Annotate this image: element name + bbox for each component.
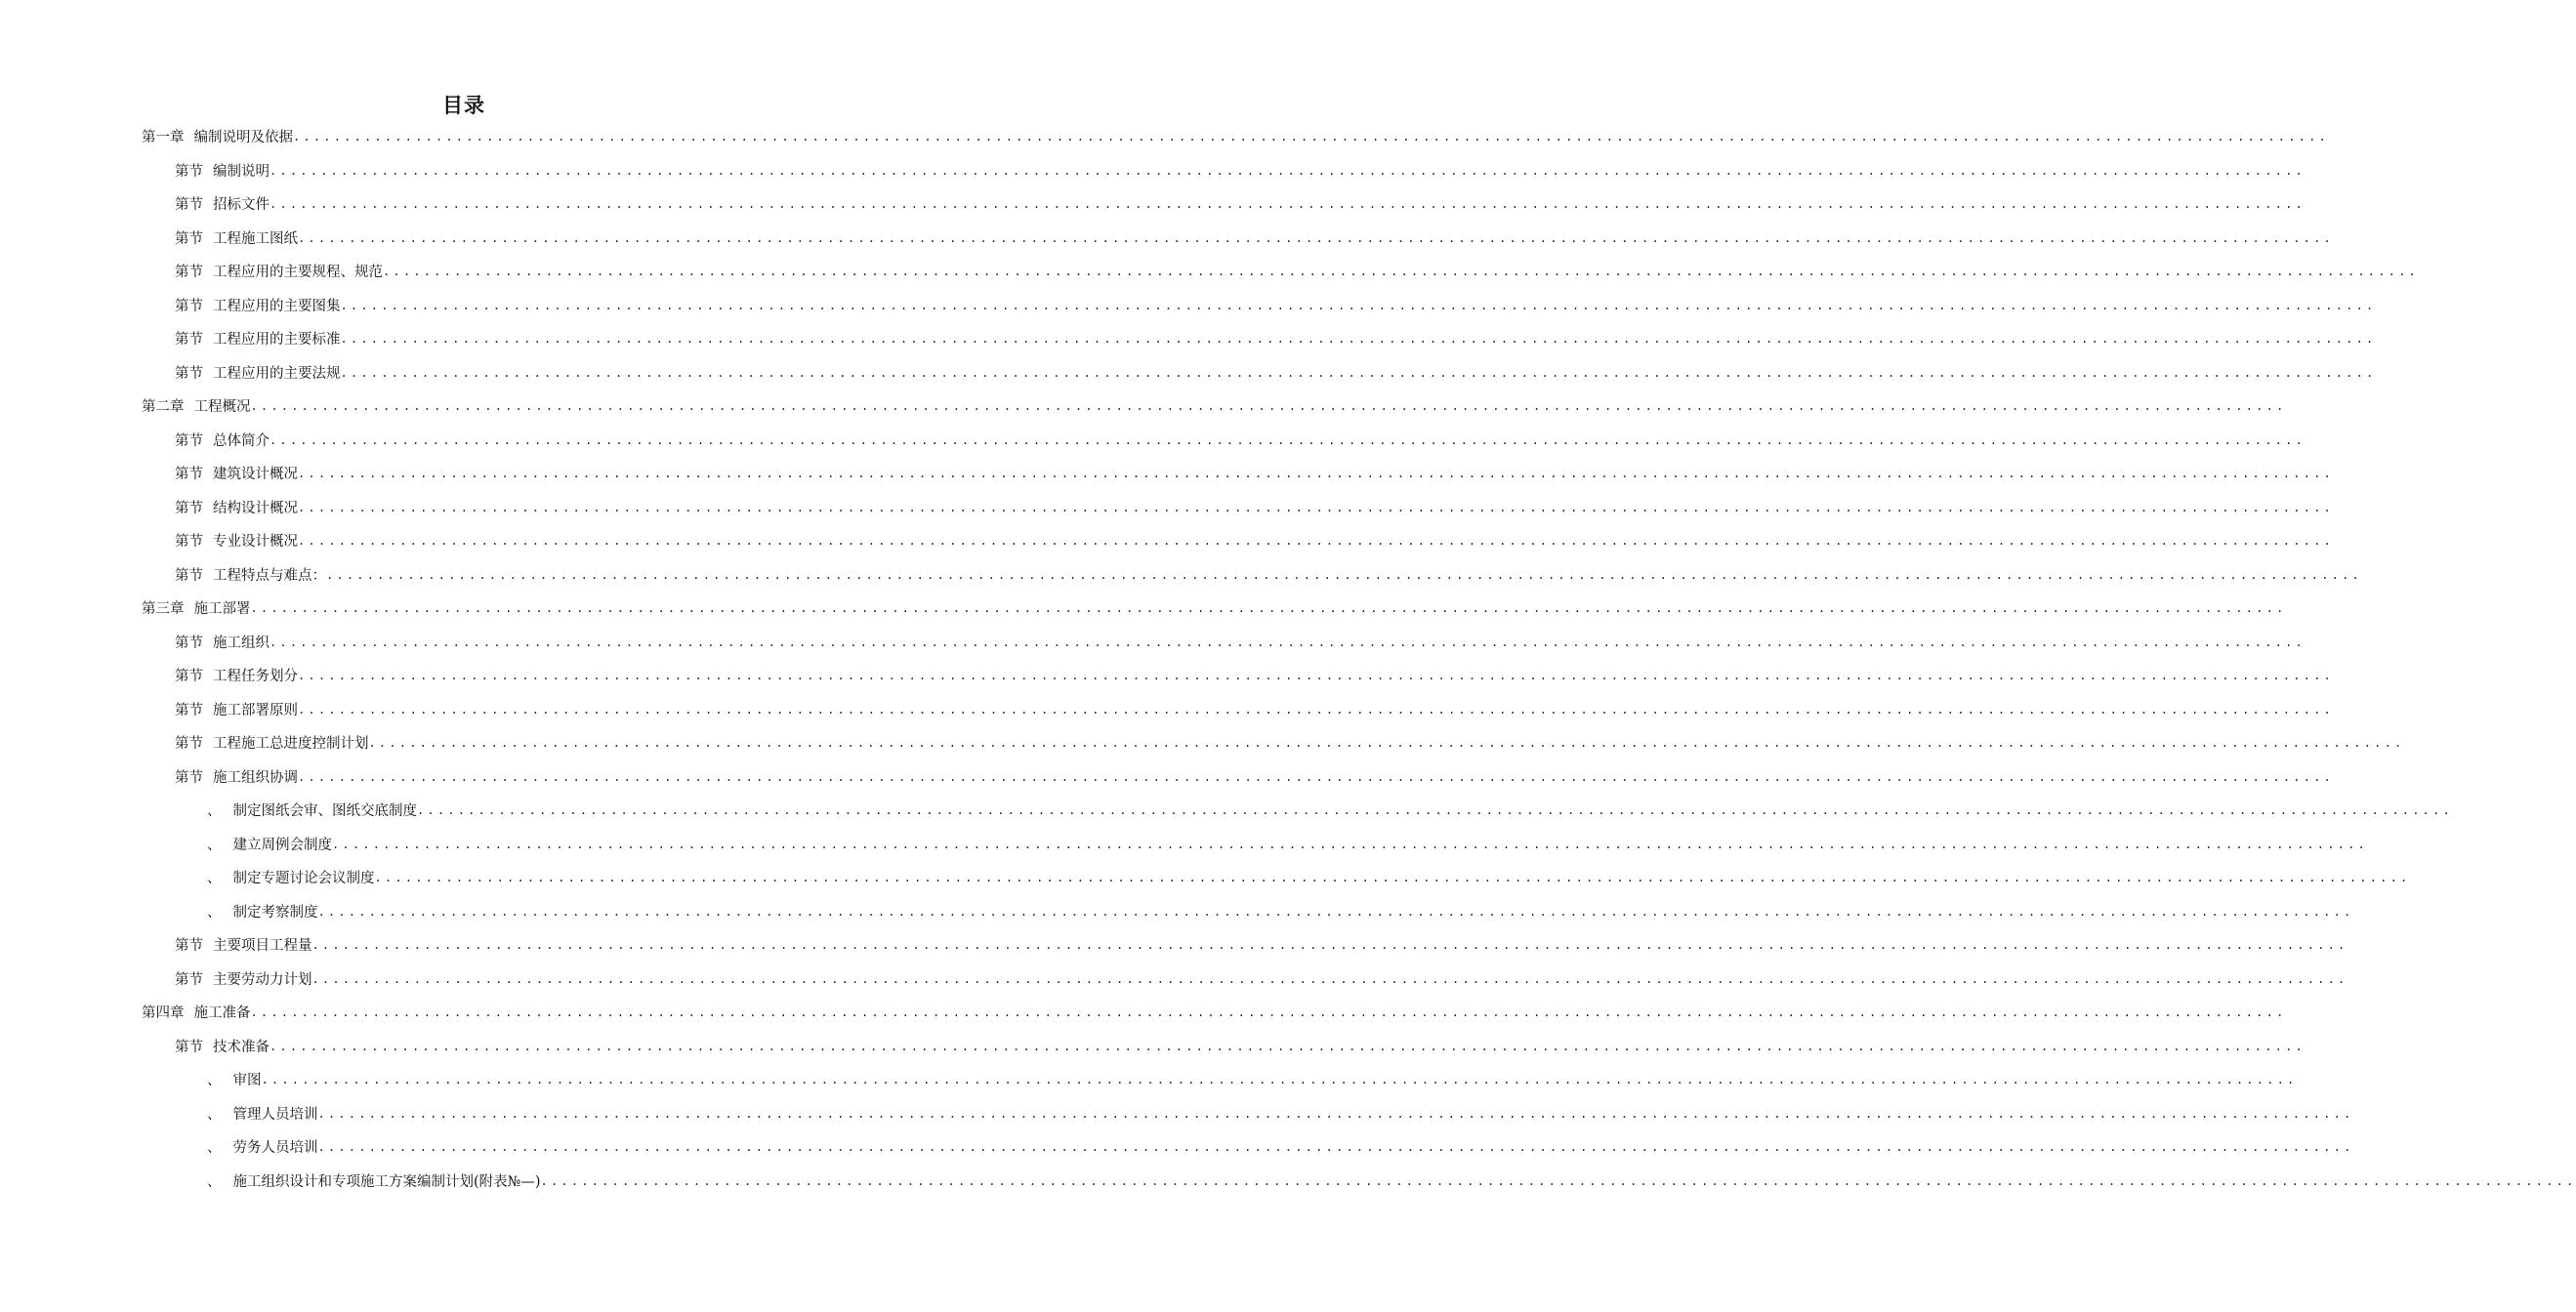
toc-section-entry[interactable] [175,228,2334,250]
toc-subsection-entry[interactable] [207,1171,2576,1193]
toc-dot-leader: ........................................................................................................................................................................................................ [270,163,2306,178]
toc-dot-leader: ........................................................................................................................................................................................................ [298,230,2334,245]
toc-dot-leader: ........................................................................................................................................................................................................ [383,265,2419,278]
toc-entry-label: 招标文件 [213,197,270,213]
toc-entry-label: 施工组织协调 [213,769,298,786]
toc-dot-leader: ........................................................................................................................................................................................................ [250,601,2287,615]
toc-section-entry[interactable] [175,1037,2306,1058]
toc-dot-leader: ........................................................................................................................................................................................................ [298,769,2334,784]
toc-entry-number: 、 [207,1173,222,1190]
toc-entry-label: 建立周例会制度 [232,837,332,853]
toc-dot-leader: ........................................................................................................................................................................................................ [270,197,2306,211]
toc-chapter-entry[interactable] [142,396,2287,418]
toc-dot-leader: ........................................................................................................................................................................................................ [298,534,2334,548]
toc-entry-label: 施工部署原则 [213,702,298,718]
toc-entry-number: 第节 [175,938,203,954]
toc-dot-leader: ........................................................................................................................................................................................................ [340,332,2377,346]
toc-dot-leader: ........................................................................................................................................................................................................ [417,803,2453,817]
toc-entry-label: 结构设计概况 [213,500,298,516]
toc-entry-number: 第二章 [142,399,185,415]
toc-section-entry[interactable] [175,565,2362,587]
toc-subsection-entry[interactable] [207,800,2453,822]
toc-entry-label: 工程应用的主要图集 [213,298,341,314]
toc-entry-number: 第三章 [142,601,185,617]
toc-entry-label: 工程应用的主要法规 [213,365,341,382]
toc-entry-label: 专业设计概况 [213,534,298,550]
toc-subsection-entry[interactable] [207,835,2368,856]
toc-dot-leader: ........................................................................................................................................................................................................ [298,500,2334,514]
toc-dot-leader: ........................................................................................................................................................................................................ [368,736,2405,750]
toc-subsection-entry[interactable] [207,1070,2298,1091]
toc-dot-leader: ........................................................................................................................................................................................................ [298,702,2334,717]
toc-dot-leader: ........................................................................................................................................................................................................ [250,399,2287,413]
toc-section-entry[interactable] [175,767,2334,789]
toc-dot-leader: ........................................................................................................................................................................................................ [317,1106,2354,1121]
page-title: 目录 [442,94,485,117]
toc-entry-label: 工程应用的主要标准 [213,332,341,348]
toc-section-entry[interactable] [175,733,2405,755]
toc-section-entry[interactable] [175,935,2348,957]
toc-section-entry[interactable] [175,633,2306,654]
toc-entry-number: 第节 [175,230,203,247]
toc-entry-number: 第节 [175,265,203,280]
toc-entry-number: 第节 [175,197,203,213]
toc-dot-leader: ........................................................................................................................................................................................................ [340,298,2377,312]
toc-entry-label: 施工组织 [213,635,270,651]
toc-entry-label: 工程任务划分 [213,669,298,684]
toc-section-entry[interactable] [175,161,2306,183]
toc-entry-number: 第节 [175,298,203,314]
toc-section-entry[interactable] [175,464,2334,485]
toc-entry-number: 、 [207,1106,222,1123]
toc-section-entry[interactable] [175,498,2334,519]
toc-dot-leader: ........................................................................................................................................................................................................ [312,971,2348,986]
toc-section-entry[interactable] [175,363,2377,385]
toc-entry-number: 第节 [175,534,203,550]
toc-entry-label: 工程施工总进度控制计划 [213,736,369,752]
toc-entry-label: 工程特点与难点： [213,567,326,584]
toc-entry-number: 、 [207,837,222,853]
toc-entry-label: 工程概况 [193,399,251,415]
toc-entry-number: 、 [207,803,222,819]
toc-dot-leader: ........................................................................................................................................................................................................ [293,130,2329,144]
toc-dot-leader: ........................................................................................................................................................................................................ [317,904,2354,919]
toc-entry-number: 第节 [175,702,203,718]
toc-subsection-entry[interactable] [207,902,2354,923]
toc-entry-label: 主要项目工程量 [213,938,312,954]
toc-dot-leader: ........................................................................................................................................................................................................ [312,938,2348,952]
toc-dot-leader: ........................................................................................................................................................................................................ [298,669,2334,682]
toc-dot-leader: ........................................................................................................................................................................................................ [250,1005,2287,1019]
toc-entry-label: 工程施工图纸 [213,230,298,247]
toc-section-entry[interactable] [175,296,2377,317]
toc-entry-label: 编制说明 [213,163,270,180]
toc-entry-label: 技术准备 [213,1039,270,1055]
toc-entry-label: 制定图纸会审、图纸交底制度 [232,803,417,819]
toc-dot-leader: ........................................................................................................................................................................................................ [298,467,2334,480]
toc-entry-label: 制定考察制度 [232,904,318,921]
toc-entry-label: 制定专题讨论会议制度 [232,871,375,886]
toc-entry-label: 编制说明及依据 [193,130,293,145]
toc-dot-leader: ........................................................................................................................................................................................................ [340,365,2377,380]
toc-subsection-entry[interactable] [207,1104,2354,1126]
toc-entry-label: 建筑设计概况 [213,467,298,482]
toc-dot-leader: ........................................................................................................................................................................................................ [261,1073,2298,1086]
toc-dot-leader: ........................................................................................................................................................................................................ [326,567,2362,582]
toc-entry-number: 第节 [175,1039,203,1055]
toc-entry-number: 第节 [175,332,203,348]
toc-entry-number: 第节 [175,769,203,786]
toc-section-entry[interactable] [175,430,2306,452]
toc-subsection-entry[interactable] [207,1137,2354,1159]
toc-entry-label: 总体简介 [213,432,270,449]
toc-entry-number: 第节 [175,500,203,516]
toc-section-entry[interactable] [175,329,2377,350]
toc-entry-number: 第节 [175,467,203,482]
toc-entry-number: 第节 [175,432,203,449]
toc-dot-leader: ........................................................................................................................................................................................................ [540,1173,2576,1188]
toc-dot-leader: ........................................................................................................................................................................................................ [270,432,2306,447]
toc-entry-number: 第节 [175,669,203,684]
toc-dot-leader: ........................................................................................................................................................................................................ [332,837,2368,851]
toc-entry-label: 施工组织设计和专项施工方案编制计划(附表№—) [232,1173,541,1190]
toc-entry-number: 第一章 [142,130,185,145]
toc-section-entry[interactable] [175,262,2419,283]
toc-entry-label: 管理人员培训 [232,1106,318,1123]
toc-entry-number: 、 [207,871,222,886]
toc-dot-leader: ........................................................................................................................................................................................................ [317,1140,2354,1154]
toc-subsection-entry[interactable] [207,868,2411,889]
toc-entry-label: 劳务人员培训 [232,1140,318,1156]
toc-chapter-entry[interactable] [142,598,2287,620]
toc-section-entry[interactable] [175,531,2334,553]
toc-entry-number: 第四章 [142,1005,185,1021]
toc-entry-label: 审图 [232,1073,262,1088]
toc-dot-leader: ........................................................................................................................................................................................................ [270,1039,2306,1053]
toc-entry-number: 第节 [175,365,203,382]
toc-entry-number: 第节 [175,635,203,651]
toc-section-entry[interactable] [175,194,2306,216]
toc-entry-number: 、 [207,1140,222,1156]
toc-entry-number: 第节 [175,163,203,180]
toc-entry-number: 第节 [175,971,203,988]
toc-section-entry[interactable] [175,969,2348,991]
toc-dot-leader: ........................................................................................................................................................................................................ [270,635,2306,649]
toc-entry-number: 第节 [175,736,203,752]
toc-section-entry[interactable] [175,700,2334,721]
toc-chapter-entry[interactable] [142,127,2329,148]
toc-section-entry[interactable] [175,666,2334,687]
toc-entry-number: 第节 [175,567,203,584]
toc-chapter-entry[interactable] [142,1003,2287,1024]
toc-dot-leader: ........................................................................................................................................................................................................ [374,871,2411,884]
toc-entry-label: 工程应用的主要规程、规范 [213,265,383,280]
toc-entry-number: 、 [207,904,222,921]
toc-entry-label: 施工部署 [193,601,251,617]
toc-entry-label: 施工准备 [193,1005,251,1021]
toc-entry-label: 主要劳动力计划 [213,971,312,988]
toc-entry-number: 、 [207,1073,222,1088]
